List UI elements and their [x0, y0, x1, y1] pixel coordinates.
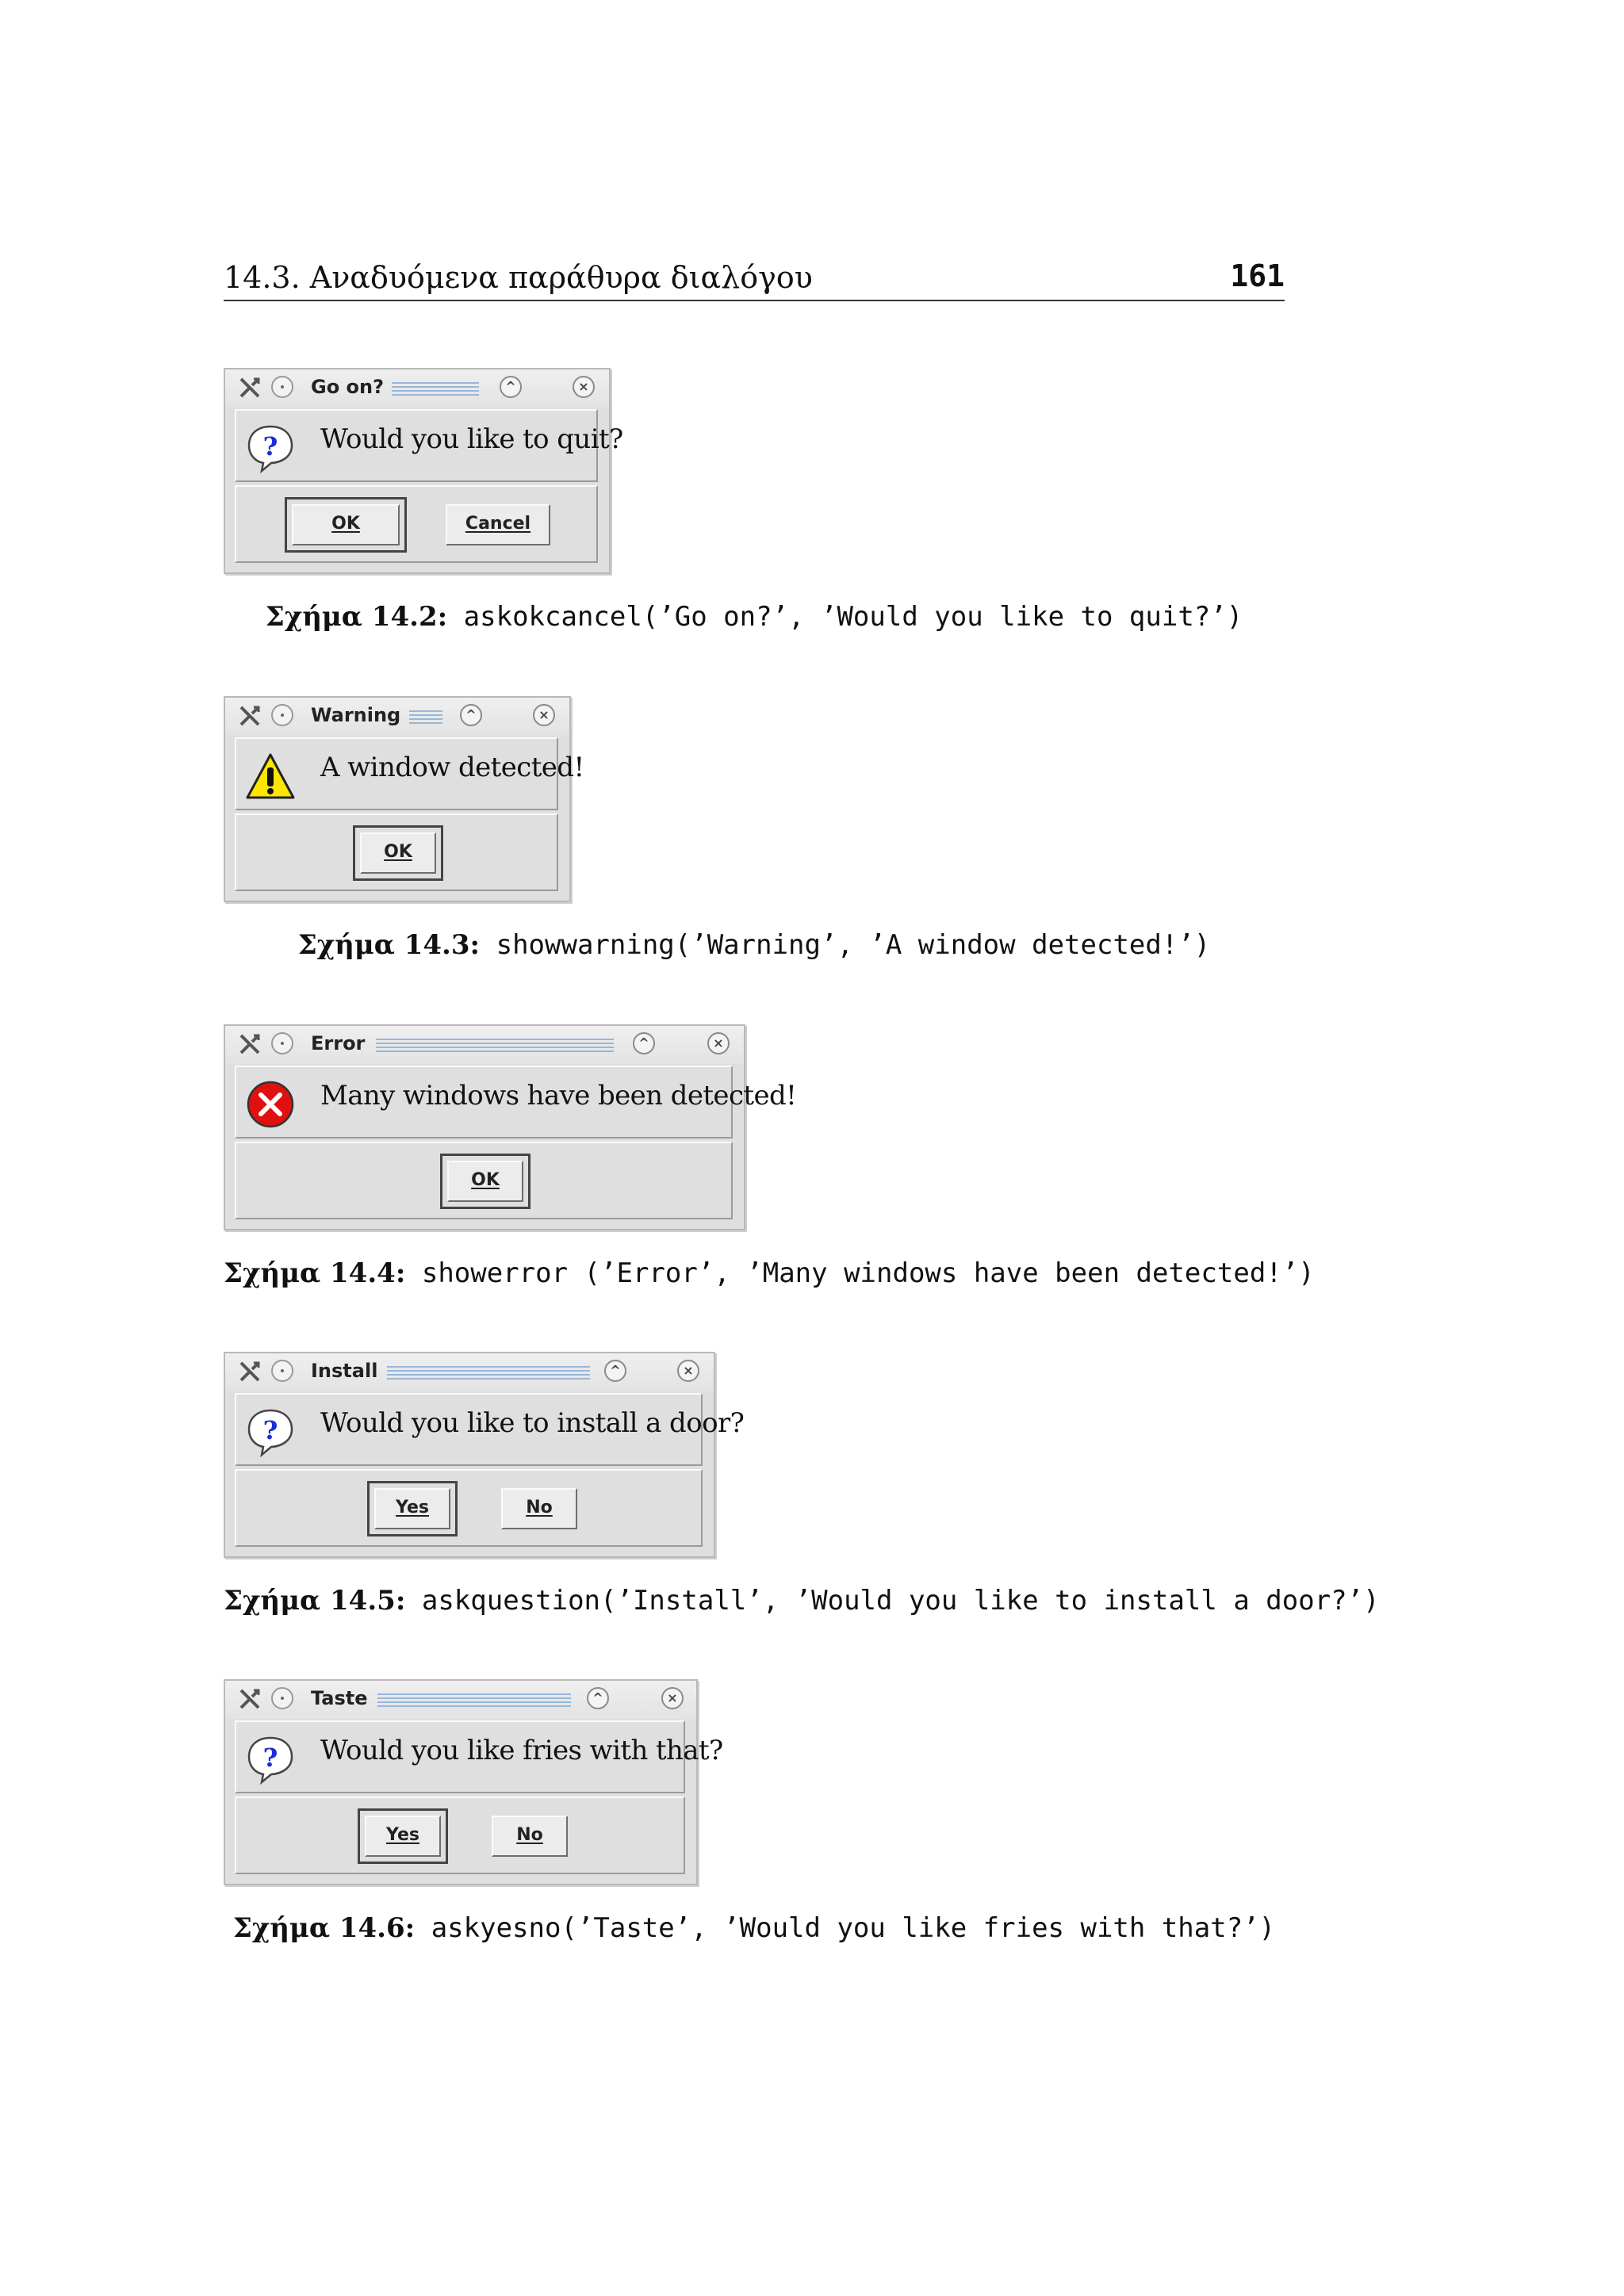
message-text: Would you like fries with that?	[320, 1735, 723, 1766]
dialog-window	[224, 696, 584, 902]
dialog-title: Error	[311, 1032, 366, 1054]
close-button[interactable]: ×	[677, 1360, 699, 1382]
maximize-button[interactable]: ^	[500, 376, 522, 398]
message-panel	[235, 1066, 797, 1138]
message-text: A window detected!	[320, 752, 584, 783]
no-button[interactable]: No	[492, 1816, 568, 1857]
ok-button[interactable]: OK	[360, 832, 436, 874]
figure-caption	[224, 601, 1285, 633]
question-icon	[244, 1406, 297, 1458]
titlebar	[225, 1353, 714, 1391]
figure-caption	[224, 1257, 1315, 1289]
page-header	[224, 255, 1285, 301]
caption-label: Σχήμα 14.4:	[224, 1257, 406, 1289]
titlebar	[225, 1026, 744, 1064]
caption-label: Σχήμα 14.5:	[224, 1585, 406, 1617]
button-panel	[235, 1469, 703, 1547]
page-number: 161	[1230, 258, 1285, 293]
dialog-window	[224, 1679, 723, 1885]
dialog-window	[224, 1352, 745, 1558]
section-title: 14.3. Αναδυόμενα παράθυρα διαλόγου	[224, 260, 813, 295]
window-menu-icon[interactable]	[236, 1358, 263, 1385]
dialog-window	[224, 368, 623, 574]
message-panel	[235, 737, 584, 810]
caption-text: showwarning(’Warning’, ’A window detected!’)	[496, 929, 1211, 961]
maximize-button[interactable]: ^	[587, 1687, 609, 1709]
button-panel	[235, 485, 598, 563]
message-panel	[235, 409, 623, 482]
titlebar-grip	[387, 1366, 590, 1380]
figure-showwarning	[224, 696, 1211, 961]
close-button[interactable]: ×	[661, 1687, 684, 1709]
ok-button[interactable]: OK	[292, 504, 400, 545]
yes-button[interactable]: Yes	[374, 1488, 450, 1529]
sticky-button[interactable]	[271, 376, 293, 398]
figure-askquestion	[224, 1352, 1380, 1617]
figure-caption	[224, 929, 1285, 961]
cancel-button[interactable]: Cancel	[446, 504, 550, 545]
sticky-button[interactable]	[271, 704, 293, 726]
titlebar-grip	[392, 382, 479, 396]
titlebar-grip	[377, 1693, 571, 1708]
message-text: Would you like to quit?	[320, 423, 623, 455]
dialog-title: Taste	[311, 1687, 368, 1709]
caption-text: showerror (’Error’, ’Many windows have been detected!’)	[421, 1257, 1315, 1289]
caption-text: askyesno(’Taste’, ’Would you like fries with that?’)	[431, 1912, 1276, 1944]
maximize-button[interactable]: ^	[460, 704, 482, 726]
figure-askyesno	[224, 1679, 1276, 1944]
caption-text: askquestion(’Install’, ’Would you like to install a door?’)	[421, 1585, 1380, 1617]
window-menu-icon[interactable]	[236, 702, 263, 729]
button-panel	[235, 813, 558, 891]
message-text: Would you like to install a door?	[320, 1407, 745, 1439]
error-icon	[244, 1078, 297, 1131]
close-button[interactable]: ×	[573, 376, 595, 398]
button-panel	[235, 1797, 685, 1874]
figure-caption	[224, 1912, 1285, 1944]
titlebar	[225, 1681, 696, 1719]
window-menu-icon[interactable]	[236, 1031, 263, 1058]
dialog-window	[224, 1024, 797, 1230]
dialog-title: Go on?	[311, 376, 385, 398]
close-button[interactable]: ×	[707, 1032, 730, 1054]
message-text: Many windows have been detected!	[320, 1080, 797, 1112]
figure-showerror	[224, 1024, 1315, 1289]
figure-askokcancel	[224, 368, 1243, 633]
caption-label: Σχήμα 14.3:	[297, 929, 481, 961]
maximize-button[interactable]: ^	[633, 1032, 655, 1054]
question-icon	[244, 422, 297, 474]
message-panel	[235, 1393, 745, 1466]
maximize-button[interactable]: ^	[604, 1360, 626, 1382]
question-icon	[244, 1733, 297, 1785]
sticky-button[interactable]	[271, 1687, 293, 1709]
caption-label: Σχήμα 14.2:	[265, 601, 448, 633]
warning-icon	[244, 750, 297, 802]
button-panel	[235, 1142, 733, 1219]
message-panel	[235, 1720, 723, 1793]
window-menu-icon[interactable]	[236, 1686, 263, 1712]
caption-text: askokcancel(’Go on?’, ’Would you like to quit?’)	[463, 601, 1243, 633]
titlebar	[225, 698, 569, 736]
dialog-title: Install	[311, 1360, 378, 1382]
titlebar-grip	[376, 1039, 614, 1053]
svg-text:?: ?	[262, 1415, 278, 1445]
svg-text:?: ?	[262, 431, 278, 461]
ok-button[interactable]: OK	[447, 1161, 523, 1202]
figure-caption	[224, 1585, 1380, 1617]
close-button[interactable]: ×	[533, 704, 555, 726]
dialog-title: Warning	[311, 704, 401, 726]
svg-text:?: ?	[262, 1743, 278, 1773]
titlebar-grip	[409, 710, 442, 725]
sticky-button[interactable]	[271, 1360, 293, 1382]
no-button[interactable]: No	[501, 1488, 577, 1529]
titlebar	[225, 369, 609, 408]
window-menu-icon[interactable]	[236, 374, 263, 401]
yes-button[interactable]: Yes	[365, 1816, 441, 1857]
sticky-button[interactable]	[271, 1032, 293, 1054]
caption-label: Σχήμα 14.6:	[232, 1912, 416, 1944]
